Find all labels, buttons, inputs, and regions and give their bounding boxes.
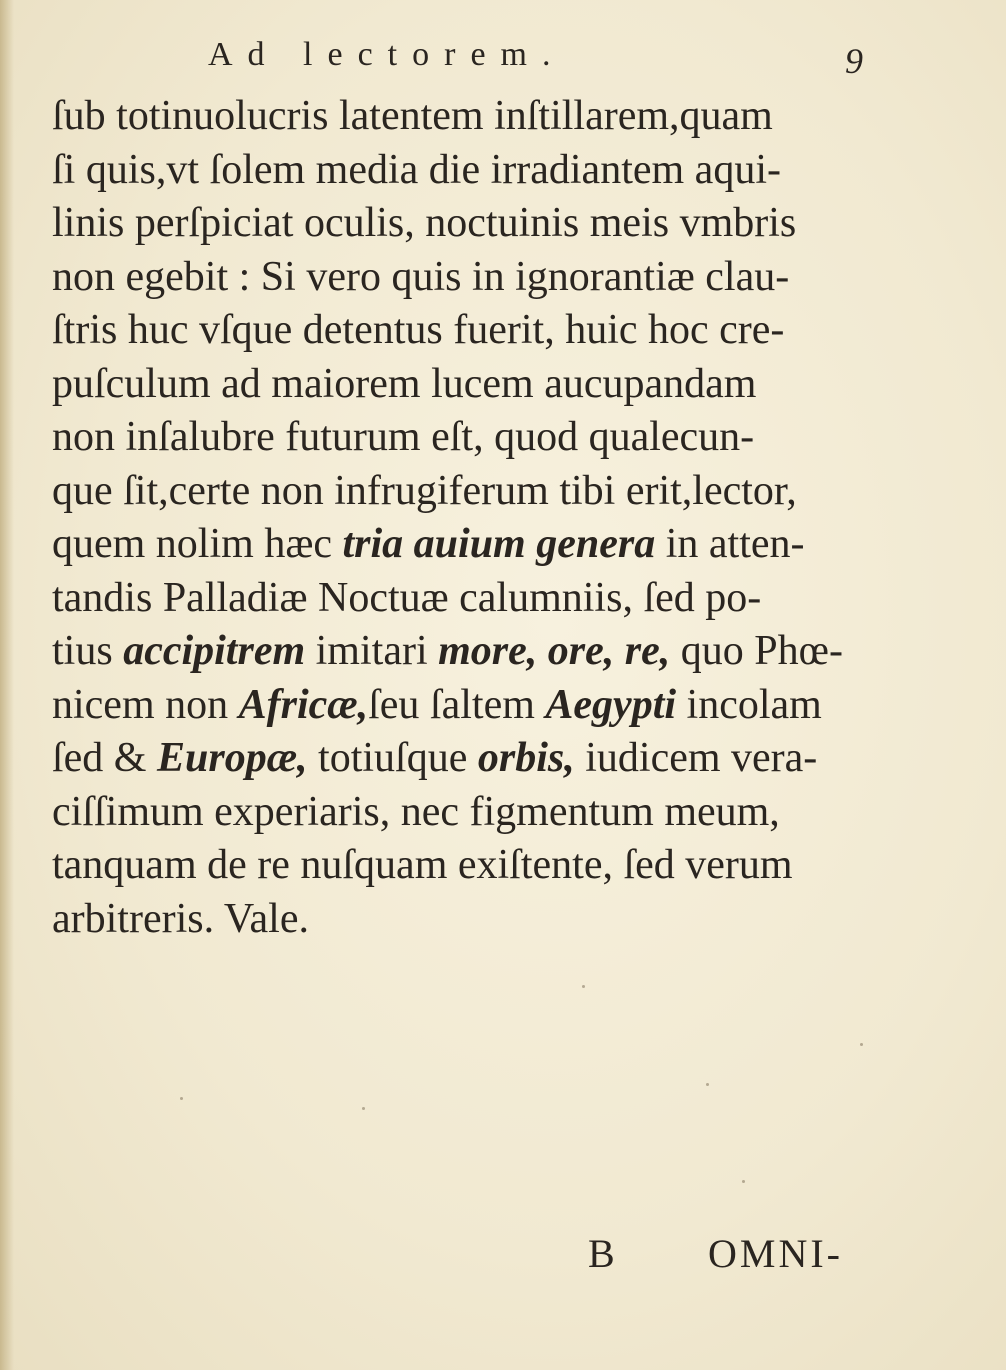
text-run: linis perſpiciat oculis, noctuinis meis vmbris <box>52 200 797 246</box>
paper-speck <box>180 1097 183 1100</box>
text-run: ciſſimum experiaris, nec figmentum meum, <box>52 788 780 835</box>
text-line <box>52 144 862 198</box>
text-run: ſeu ſaltem <box>368 681 546 728</box>
text-run: incolam <box>676 681 822 728</box>
text-line <box>52 839 862 893</box>
paper-speck <box>706 1083 709 1086</box>
text-run: nicem non <box>52 681 239 728</box>
text-run: ſi quis,vt ſolem media die irradiantem aqui- <box>52 146 781 193</box>
italic-phrase: more, ore, re, <box>438 628 671 674</box>
text-run: non inſalubre futurum eſt, quod qualecun- <box>52 414 755 460</box>
text-run: in atten- <box>655 521 805 567</box>
text-run: totiuſque <box>307 735 478 781</box>
italic-phrase: Europæ, <box>156 735 308 781</box>
text-run: ſed & <box>52 735 157 781</box>
page-number: 9 <box>845 41 863 81</box>
italic-phrase: accipitrem <box>123 628 306 674</box>
text-line <box>52 679 862 733</box>
text-line <box>52 251 862 305</box>
italic-phrase: orbis, <box>477 735 575 781</box>
text-run: arbitreris. Vale. <box>52 895 309 942</box>
paper-speck <box>362 1107 365 1110</box>
text-run: ſtris huc vſque detentus fuerit, huic hoc cre- <box>52 307 785 353</box>
text-line <box>52 465 862 519</box>
text-run: iudicem vera- <box>574 735 818 781</box>
page-footer <box>0 1230 1006 1280</box>
text-run: puſculum ad maiorem lucem aucupandam <box>52 360 757 407</box>
text-line <box>52 518 862 572</box>
italic-phrase: tria auium genera <box>342 521 656 567</box>
text-run: non egebit : Si vero quis in ignorantiæ clau- <box>52 253 790 300</box>
running-header <box>208 36 863 86</box>
text-run: imitari <box>305 628 439 674</box>
text-line <box>52 197 862 251</box>
running-title: Ad lectorem. <box>208 36 566 73</box>
paper-speck <box>742 1180 745 1183</box>
signature-mark: B <box>588 1231 615 1276</box>
text-run: quem nolim hæc <box>52 521 343 567</box>
catchword: OMNI- <box>708 1231 843 1276</box>
paper-speck <box>860 1043 863 1046</box>
paper-speck <box>582 985 585 988</box>
italic-phrase: Aegypti <box>545 681 677 728</box>
text-run: tius <box>52 628 124 674</box>
text-run: tandis Palladiæ Noctuæ calumniis, ſed po- <box>52 574 762 621</box>
text-line <box>52 732 862 786</box>
text-line <box>52 358 862 412</box>
text-line <box>52 411 862 465</box>
text-run: quo Phœ- <box>670 628 843 674</box>
text-run: ſub totinuolucris latentem inſtillarem,quam <box>52 93 773 139</box>
text-line <box>52 572 862 626</box>
italic-phrase: Africæ, <box>238 681 369 728</box>
text-run: tanquam de re nuſquam exiſtente, ſed verum <box>52 842 793 888</box>
text-run: que ſit,certe non infrugiferum tibi erit,lector, <box>52 467 797 514</box>
text-body <box>52 90 862 946</box>
page-gutter-shadow <box>0 0 14 1370</box>
text-line <box>52 304 862 358</box>
text-line <box>52 786 862 840</box>
text-line <box>52 625 862 679</box>
text-line <box>52 893 862 947</box>
text-line <box>52 90 862 144</box>
